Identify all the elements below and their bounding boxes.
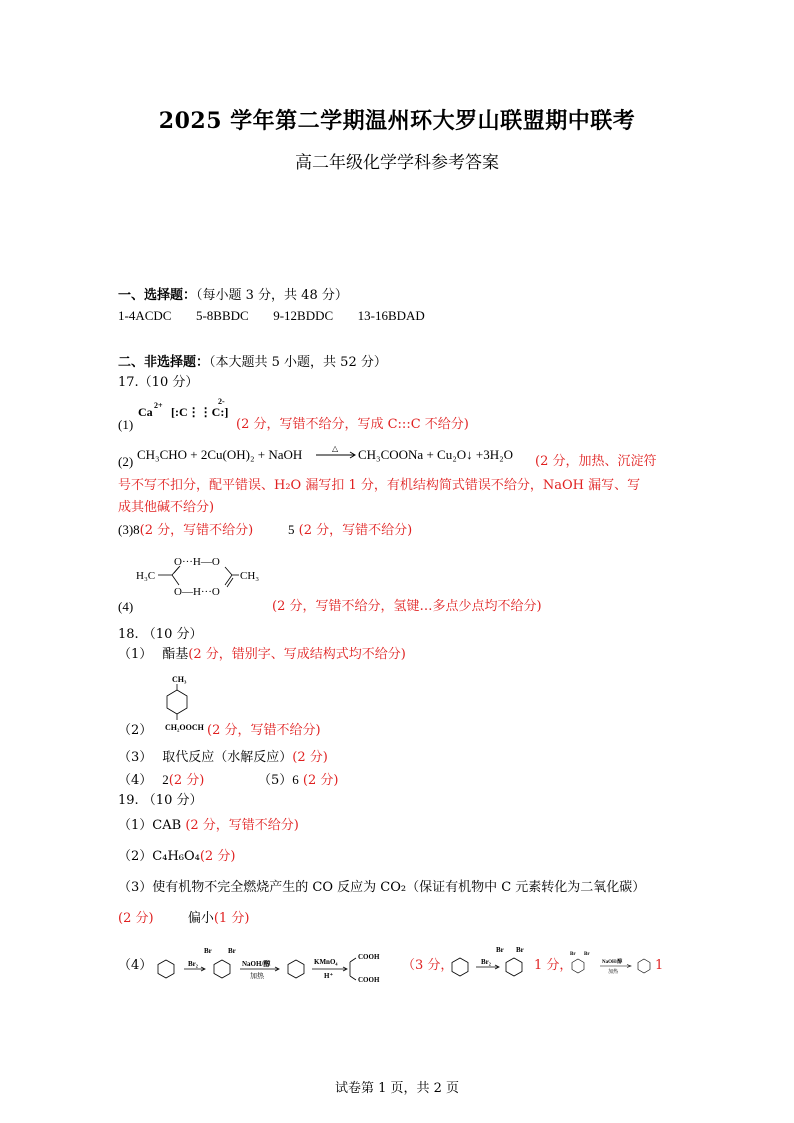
bromine-label: Br xyxy=(496,946,504,954)
q19-p2-num: （2） xyxy=(118,849,153,864)
q17-p3 xyxy=(118,521,253,540)
formula-anion-charge: 2- xyxy=(218,397,225,406)
q18-p4-answer: 2 xyxy=(162,772,169,787)
q19-p3-answer2: 偏小 xyxy=(187,911,214,926)
section1-answers xyxy=(118,307,425,325)
q18-p5-note: (2 分) xyxy=(302,773,339,788)
q19-p4-note-a: （3 分， xyxy=(402,958,454,973)
q18-label: 18. （10 分） xyxy=(118,627,203,642)
dimer-left-group: H₃C xyxy=(136,570,156,582)
q18-p2-note: (2 分，写错不给分) xyxy=(207,723,321,738)
dimer-bond xyxy=(172,575,179,585)
q19-p4-synthesis-route xyxy=(152,940,400,986)
equation-left: CH₃CHO + 2Cu(OH)₂ + NaOH xyxy=(137,447,303,462)
q19-p3-line2 xyxy=(118,910,249,928)
cyclohexadiene-ring xyxy=(638,959,650,973)
q17-p2-equation xyxy=(136,442,530,468)
q17-label: 17.（10 分） xyxy=(118,375,199,390)
section2-header xyxy=(118,354,387,372)
q18-p5 xyxy=(258,771,338,790)
dibromo-ring xyxy=(214,960,230,978)
dimer-bottom-bond: O—H···O xyxy=(174,586,220,598)
product-cooh: COOH xyxy=(358,976,380,984)
q19-p3 xyxy=(118,879,645,897)
reagent-naoh: NaOH/醇 xyxy=(602,960,623,965)
section1-header xyxy=(118,287,348,305)
q19-p2-answer: C₄H₆O₄ xyxy=(152,849,200,864)
q19-p1-note: (2 分，写错不给分) xyxy=(185,818,299,833)
q17-p1-formula xyxy=(134,394,230,430)
formula-anion: [:C⋮⋮C:] xyxy=(171,405,229,419)
q19-p4-step2-image xyxy=(568,948,654,978)
bromine-label: Br xyxy=(584,952,590,957)
q19-p2 xyxy=(118,848,235,866)
q18-p3-answer: 取代反应（水解反应） xyxy=(162,750,293,765)
q19-p3-num: （3） xyxy=(118,880,153,895)
product-cooh: COOH xyxy=(358,953,380,961)
page-title: 2025 学年第二学期温州环大罗山联盟期中联考 xyxy=(158,108,636,134)
answer-group: 1-4ACDC xyxy=(118,308,172,323)
section1-heading: 一、选择题： xyxy=(118,288,197,303)
q17-p2-note-3: 成其他碱不给分) xyxy=(118,500,215,515)
q19-label: 19. （10 分） xyxy=(118,793,203,808)
q17-p3-b xyxy=(288,521,412,540)
benzene-ring xyxy=(167,690,187,714)
q18-p2-num: （2） xyxy=(118,723,153,738)
bromine-label: Br xyxy=(228,947,236,955)
equation-condition: △ xyxy=(332,444,339,453)
section2-heading: 二、非选择题： xyxy=(118,355,210,370)
q17-p2-note-1: (2 分，加热、沉淀符 xyxy=(535,454,657,469)
section2-note: （本大题共 5 小题，共 52 分） xyxy=(209,355,387,370)
reagent-naoh: NaOH/醇 xyxy=(242,960,271,968)
reagent-br2: Br₂ xyxy=(188,960,198,968)
equation-right: CH₃COONa + Cu₂O↓ +3H₂O xyxy=(358,447,514,462)
cyclohexene-ring xyxy=(452,958,468,976)
bromine-label: Br xyxy=(516,946,524,954)
q17-p1-num: (1) xyxy=(118,417,134,432)
dibromo-ring xyxy=(572,959,584,973)
q19-p1-answer: CAB xyxy=(152,818,182,833)
cyclohexadiene-ring xyxy=(288,960,304,978)
dibromo-ring xyxy=(506,958,522,976)
q19-p4-note-b: 1 分， xyxy=(534,958,573,973)
q19-p1 xyxy=(118,817,299,835)
q19-p4-num: （4） xyxy=(118,958,153,973)
cyclohexene-ring xyxy=(158,960,174,978)
q19-p3-note: (2 分) xyxy=(118,911,154,926)
answer-group: 13-16BDAD xyxy=(357,308,425,323)
reagent-kmno4: KMnO₄ xyxy=(314,958,338,966)
section1-note: （每小题 3 分，共 48 分） xyxy=(196,288,348,303)
q17-p4-num: (4) xyxy=(118,599,134,614)
q18-p3-note: (2 分) xyxy=(292,750,328,765)
q18-p4-note: (2 分) xyxy=(168,773,205,788)
dimer-top-bond: O···H—O xyxy=(174,556,220,568)
reagent-h-plus: H⁺ xyxy=(324,972,334,980)
page-footer: 试卷第 1 页，共 2 页 xyxy=(334,1081,460,1096)
q18-p1 xyxy=(118,646,406,664)
structure-bottom-group: CH₂OOCH xyxy=(165,723,204,732)
dimer-right-group: CH₃ xyxy=(240,570,260,582)
q19-p4-note-c: 1 xyxy=(655,958,664,973)
q17-p4-dimer-structure xyxy=(134,551,270,599)
q19-p3-note2: (1 分) xyxy=(213,911,250,926)
q19-p4-step1-image xyxy=(450,944,530,984)
q17-p1-note: (2 分，写错不给分，写成 C:::C 不给分) xyxy=(236,417,469,432)
bromine-label: Br xyxy=(204,947,212,955)
q17-p2-num: (2) xyxy=(118,454,134,469)
q18-p4 xyxy=(118,771,204,790)
q17-p2-note-2: 号不写不扣分，配平错误、H₂O 漏写扣 1 分，有机结构简式错误不给分，NaOH 漏写、写 xyxy=(118,478,641,493)
q18-p1-note: (2 分，错别字、写成结构式均不给分) xyxy=(188,647,406,662)
q17-p3-answer-a: (3)8 xyxy=(118,522,140,537)
reagent-br2: Br₂ xyxy=(481,958,491,966)
q19-p1-num: （1） xyxy=(118,818,153,833)
answer-group: 9-12BDDC xyxy=(273,308,334,323)
q18-p1-answer: 酯基 xyxy=(162,647,189,662)
q18-p4-num: （4） xyxy=(118,773,153,788)
q18-p3-num: （3） xyxy=(118,750,153,765)
bromine-label: Br xyxy=(570,952,576,957)
page-subtitle: 高二年级化学学科参考答案 xyxy=(295,153,499,173)
q18-p5-num: （5） xyxy=(258,773,293,788)
formula-cation: Ca xyxy=(138,405,153,419)
q18-p1-num: （1） xyxy=(118,647,153,662)
q17-p3-answer-b: 5 xyxy=(288,522,295,537)
dimer-bond xyxy=(225,575,232,585)
q18-p5-answer: 6 xyxy=(292,772,299,787)
q18-p3 xyxy=(118,749,328,767)
formula-cation-charge: 2+ xyxy=(154,401,163,410)
reagent-heat: 加热 xyxy=(608,970,619,975)
structure-top-group: CH₃ xyxy=(172,675,187,684)
dimer-bond xyxy=(227,578,233,587)
q17-p3-note-a: (2 分，写错不给分) xyxy=(139,523,254,538)
dimer-bond xyxy=(225,567,232,575)
q17-p4-note: (2 分，写错不给分，氢键…多点少点均不给分) xyxy=(272,599,542,614)
answer-group: 5-8BBDC xyxy=(195,308,249,323)
q19-p2-note: (2 分) xyxy=(199,849,236,864)
q17-p3-note-b: (2 分，写错不给分) xyxy=(298,523,413,538)
reagent-heat: 加热 xyxy=(250,972,264,980)
product-bonds xyxy=(350,958,356,980)
q19-p3-answer: 使有机物不完全燃烧产生的 CO 反应为 CO₂（保证有机物中 C 元素转化为二氧化碳） xyxy=(152,880,646,895)
